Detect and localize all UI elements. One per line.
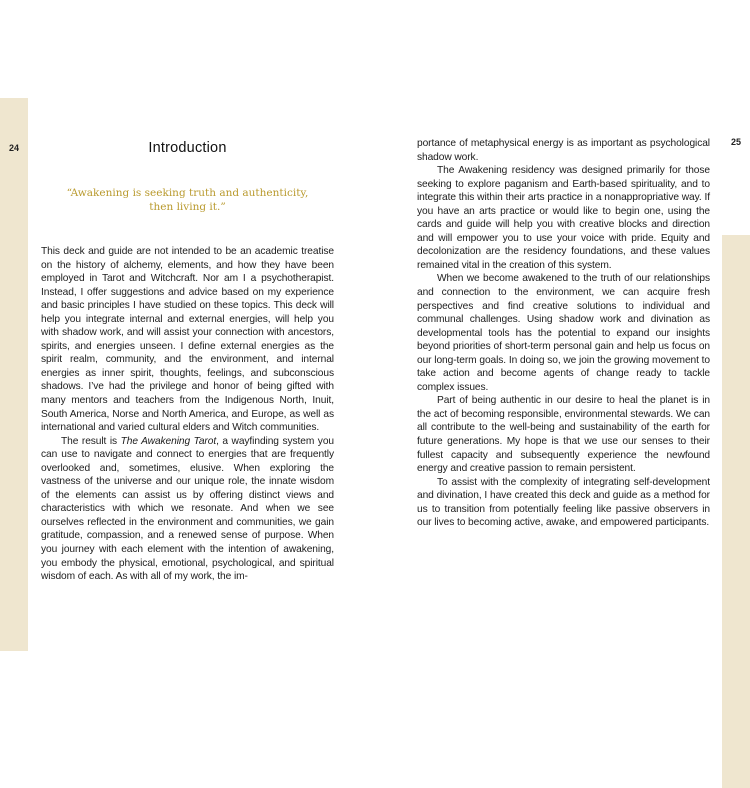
paragraph: portance of metaphysical energy is as important as psychological shadow work. bbox=[417, 138, 710, 163]
paragraph: When we become awakened to the truth of our relationships and connection to the environment, we can acquire fresh perspectives and find creative solutions to individual and communal challenges. Using shadow work and divination as developmental tools has the potential to expand our insights beyond priorities of short-term personal gain and help us focus on our long-term goals. In doing so, we join the growing movement to take action and become agents of change ready to tackle complex issues. bbox=[417, 273, 710, 393]
quote-line-2: then living it.” bbox=[149, 201, 226, 213]
left-page-edge bbox=[0, 98, 28, 651]
chapter-title: Introduction bbox=[148, 140, 227, 156]
left-page-number: 24 bbox=[8, 143, 19, 153]
left-page bbox=[41, 128, 334, 584]
right-page-edge bbox=[722, 235, 750, 788]
paragraph-text: , a wayfinding system you can use to navigate and connect to energies that are frequently overlooked and, sometimes, elusive. When exploring the vastness of the universe and our unique role, the innate wisdom of the elements can assist us by offering distinct views and characteristics with which we resonate. And when we see ourselves reflected in the environment and communities, we gain gratitude, compassion, and a renewed sense of purpose. When you journey with each element with the intention of awakening, you embody the physical, emotional, psychological, and spiritual wisdom of each. As with all of my work, the im- bbox=[41, 435, 334, 583]
paragraph: Part of being authentic in our desire to heal the planet is in the act of becoming responsible, environmental stewards. We can all contribute to the well-being and sustainability of the earth for future generations. My hope is that we use our senses to their fullest capacity and subsequently experience the newfound energy and creative passion to remain persistent. bbox=[417, 395, 710, 475]
paragraph: To assist with the complexity of integrating self-development and divination, I have created this deck and guide as a method for us to transition from potentially feeling like passive observers in our lives to becoming active, awake, and empowered participants. bbox=[417, 476, 710, 529]
book-title-emphasis: The Awakening Tarot bbox=[120, 435, 217, 447]
paragraph: The Awakening residency was designed primarily for those seeking to explore paganism and Earth-based spirituality, and to integrate this within their arts practice in a nonappropriative way. If you have an arts practice or would like to begin one, using the cards and guide will help you with creative blocks and direction and will empower you to use your voice with pride. Equity and decolonization are the residency foundations, and these values remained vital in the creation of this system. bbox=[417, 165, 710, 271]
epigraph-quote bbox=[41, 186, 334, 214]
left-body-text bbox=[41, 245, 334, 584]
paragraph-text: The result is bbox=[61, 435, 121, 447]
right-page-number: 25 bbox=[730, 137, 741, 147]
paragraph bbox=[41, 435, 334, 584]
right-page bbox=[417, 137, 710, 530]
paragraph: This deck and guide are not intended to be an academic treatise on the history of alchemy, elements, and how they have been employed in Tarot and Witchcraft. Nor am I a psychotherapist. Instead, I offer suggestions and advice based on my experience and basic principles I have studied on these topics. This deck will help you integrate internal and external energies, will help you with shadow work, and will assist your connection with ancestors, spirits, and energies unseen. I define external energies as the spirit realm, community, and the environment, and internal energies as inner spirit, thoughts, feelings, and subconscious shadows. I’ve had the privilege and honor of being gifted with many mentors and teachers from the Indigenous North, Inuit, South America, Norse and North America, and Europe, as well as international and varied cultural elders and Witch communities. bbox=[41, 246, 334, 434]
quote-line-1: “Awakening is seeking truth and authenticity, bbox=[66, 187, 309, 199]
right-body-text bbox=[417, 137, 710, 530]
